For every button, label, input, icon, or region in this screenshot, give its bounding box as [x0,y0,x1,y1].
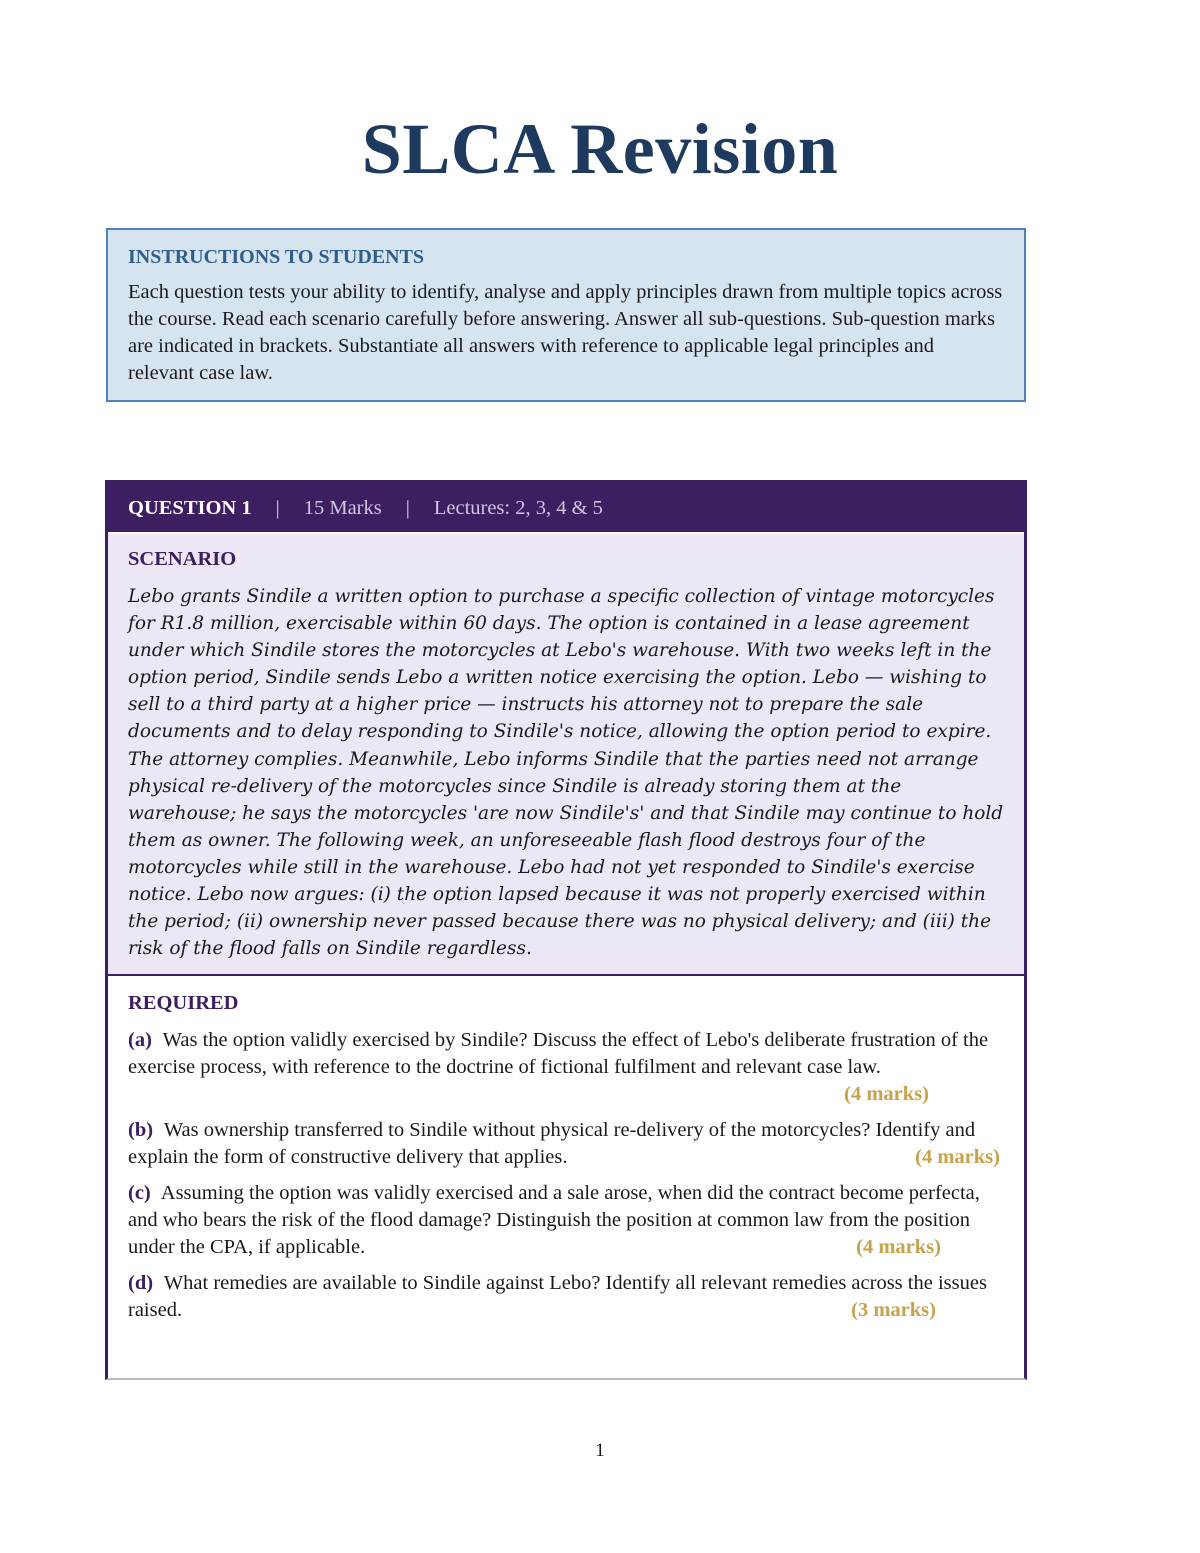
sub-question-text: Assuming the option was validly exercised and a sale arose, when did the contract become perfecta, and who bears the risk of the flood damage? Distinguish the position at common law from the position under the CPA, if applicable. [128,1182,980,1258]
page-title: SLCA Revision [361,109,839,189]
scenario-section [108,532,1024,976]
sub-question-text: Was the option validly exercised by Sindile? Discuss the effect of Lebo's deliberate frustration of the exercise process, with reference to the doctrine of fictional fulfilment and relevant case law. [128,1029,989,1078]
page-number: 1 [595,1440,605,1461]
sub-question-letter: (c) [128,1182,151,1204]
sub-question-text: What remedies are available to Sindile against Lebo? Identify all relevant remedies across the issues raised. [128,1272,987,1321]
question-lectures: Lectures: 2, 3, 4 & 5 [433,497,603,519]
sub-question-marks: (3 marks) [851,1299,936,1321]
question-number: QUESTION 1 [128,497,252,519]
sub-question-a [128,1027,1004,1108]
sub-question-marks: (4 marks) [915,1146,1000,1168]
header-separator: | [405,497,410,519]
required-heading: REQUIRED [128,992,239,1014]
sub-question-text: Was ownership transferred to Sindile without physical re-delivery of the motorcycles? Identify and explain the form of constructive delivery that applies. [128,1119,976,1168]
scenario-text: Lebo grants Sindile a written option to purchase a specific collection of vintage motorcycles for R1.8 million, exercisable within 60 days. The option is contained in a lease agreement under which Sindile stores the motorcycles at Lebo's warehouse. With two weeks left in the option period, Sindile sends Lebo a written notice exercising the option. Lebo — wishing to sell to a third party at a higher price — instructs his attorney not to prepare the sale documents and to delay responding to Sindile's notice, allowing the option period to expire. The attorney complies. Meanwhile, Lebo informs Sindile that the parties need not arrange physical re-delivery of the motorcycles since Sindile is already storing them at the warehouse; he says the motorcycles 'are now Sindile's' and that Sindile may continue to hold them as owner. The following week, an unforeseeable flash flood destroys four of the motorcycles while still in the warehouse. Lebo had not yet responded to Sindile's exercise notice. Lebo now argues: (i) the option lapsed because it was not properly exercised within the period; (ii) ownership never passed because there was no physical delivery; and (iii) the risk of the flood falls on Sindile regardless. [128,586,1004,960]
sub-question-d [128,1270,1004,1324]
sub-question-letter: (d) [128,1272,154,1294]
header-separator: | [275,497,280,519]
scenario-heading: SCENARIO [128,548,237,570]
sub-question-b [128,1117,1004,1171]
instructions-body: Each question tests your ability to identify, analyse and apply principles drawn from multiple topics across the course. Read each scenario carefully before answering. Answer all sub-questions. Sub-question marks are indicated in brackets. Substantiate all answers with reference to applicable legal principles and relevant case law. [128,281,1003,384]
question-marks: 15 Marks [303,497,382,519]
sub-question-letter: (a) [128,1029,152,1051]
sub-question-marks: (4 marks) [844,1083,929,1105]
instructions-heading: INSTRUCTIONS TO STUDENTS [128,246,425,268]
sub-question-letter: (b) [128,1119,154,1141]
sub-question-c [128,1180,1004,1261]
question-card [105,480,1027,1380]
required-section [108,976,1024,1324]
question-header [108,480,1024,532]
instructions-box [106,228,1026,402]
sub-question-marks: (4 marks) [856,1236,941,1258]
